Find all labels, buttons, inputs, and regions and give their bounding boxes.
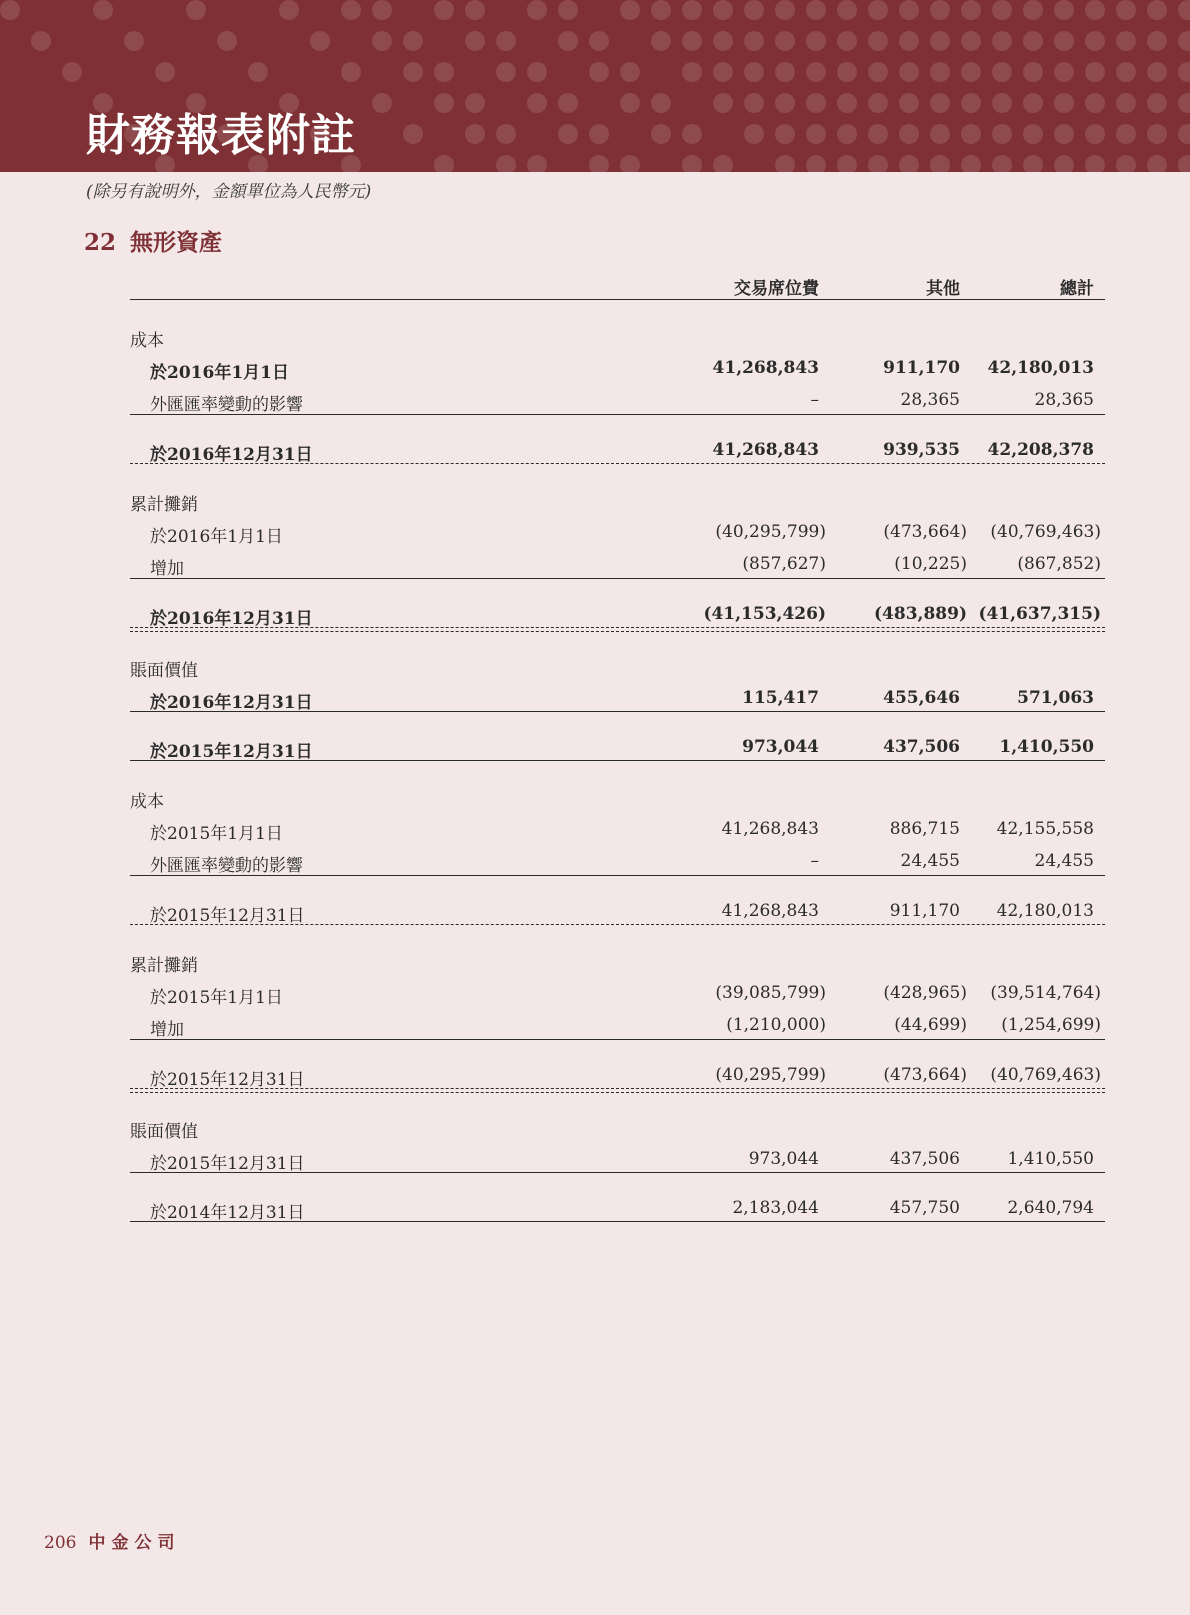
decorative-dot [434, 0, 454, 20]
decorative-dot [620, 93, 640, 113]
decorative-dot [310, 31, 330, 51]
decorative-dot [713, 155, 733, 172]
decorative-dot [589, 124, 609, 144]
cell-value: 437,506 [889, 1149, 960, 1169]
decorative-dot [1023, 31, 1043, 51]
cell-value: – [810, 390, 819, 410]
section-title: 無形資產 [130, 229, 223, 256]
table-row [130, 598, 1105, 630]
group-label: 累計攤銷 [130, 956, 198, 976]
decorative-dot [558, 0, 578, 20]
decorative-dot [961, 124, 981, 144]
currency-note: (除另有說明外，金額單位為人民幣元) [86, 182, 372, 202]
decorative-dot [961, 31, 981, 51]
cell-value: 455,646 [883, 688, 960, 708]
section-dashed-rule [130, 1092, 1105, 1093]
decorative-dot [465, 31, 485, 51]
cell-value: – [810, 851, 819, 871]
decorative-dot [899, 62, 919, 82]
decorative-dot [713, 93, 733, 113]
table-row [130, 352, 1105, 384]
decorative-dot [868, 31, 888, 51]
decorative-dot [1023, 124, 1043, 144]
table-row [130, 650, 1105, 682]
decorative-dot [899, 124, 919, 144]
decorative-dot [899, 0, 919, 20]
decorative-dot [992, 124, 1012, 144]
column-header-total: 總計 [1060, 279, 1094, 299]
decorative-dot [775, 31, 795, 51]
table-row [130, 945, 1105, 977]
decorative-dot [31, 31, 51, 51]
decorative-dot [496, 124, 516, 144]
row-label: 於2016年12月31日 [150, 609, 313, 629]
decorative-dot [496, 155, 516, 172]
decorative-dot [62, 62, 82, 82]
subtotal-rule [130, 414, 1105, 415]
decorative-dot [1085, 0, 1105, 20]
decorative-dot [868, 155, 888, 172]
decorative-dot [992, 31, 1012, 51]
decorative-dot [496, 31, 516, 51]
decorative-dot [155, 62, 175, 82]
group-label: 賬面價值 [130, 661, 198, 681]
decorative-dot [465, 0, 485, 20]
company-name: 中金公司 [88, 1533, 181, 1553]
total-rule [130, 711, 1105, 712]
table-row [130, 1009, 1105, 1041]
cell-value: 41,268,843 [721, 901, 819, 921]
row-label: 於2015年1月1日 [150, 988, 283, 1008]
decorative-dot [806, 0, 826, 20]
table-row [130, 1143, 1105, 1175]
decorative-dot [744, 31, 764, 51]
subtotal-rule [130, 875, 1105, 876]
decorative-dot [1023, 155, 1043, 172]
decorative-dot [1178, 155, 1190, 172]
decorative-dot [775, 0, 795, 20]
table-row [130, 434, 1105, 466]
decorative-dot [589, 155, 609, 172]
cell-value: 1,410,550 [999, 737, 1094, 757]
cell-value: 973,044 [742, 737, 819, 757]
decorative-dot [1085, 31, 1105, 51]
decorative-dot [837, 124, 857, 144]
decorative-dot [806, 93, 826, 113]
cell-value: (857,627) [742, 554, 826, 574]
table-row [130, 1111, 1105, 1143]
row-label: 於2016年12月31日 [150, 693, 313, 713]
decorative-dot [1054, 31, 1074, 51]
table-row [130, 977, 1105, 1009]
decorative-dot [1116, 155, 1136, 172]
decorative-dot [1147, 62, 1167, 82]
decorative-dot [837, 31, 857, 51]
decorative-dot [992, 155, 1012, 172]
section-dashed-rule [130, 631, 1105, 632]
row-label: 於2015年12月31日 [150, 1070, 305, 1090]
decorative-dot [1147, 124, 1167, 144]
decorative-dot [1147, 155, 1167, 172]
decorative-dot [992, 62, 1012, 82]
decorative-dot [1178, 62, 1190, 82]
decorative-dot [775, 155, 795, 172]
decorative-dot [713, 62, 733, 82]
cell-value: (10,225) [894, 554, 967, 574]
cell-value: 2,183,044 [732, 1198, 819, 1218]
decorative-dot [527, 155, 547, 172]
subtotal-rule [130, 1039, 1105, 1040]
decorative-dot [496, 62, 516, 82]
table-row [130, 1192, 1105, 1224]
cell-value: (40,769,463) [990, 522, 1101, 542]
decorative-dot [744, 124, 764, 144]
cell-value: (40,769,463) [990, 1065, 1101, 1085]
decorative-dot [775, 93, 795, 113]
cell-value: (867,852) [1017, 554, 1101, 574]
decorative-dot [1023, 93, 1043, 113]
row-label: 於2016年1月1日 [150, 527, 283, 547]
decorative-dot [930, 62, 950, 82]
column-header-other: 其他 [926, 279, 960, 299]
decorative-dot [806, 62, 826, 82]
decorative-dot [713, 0, 733, 20]
decorative-dot [1116, 62, 1136, 82]
decorative-dot [341, 62, 361, 82]
decorative-dot [620, 155, 640, 172]
table-row [130, 731, 1105, 763]
decorative-dot [806, 155, 826, 172]
decorative-dot [682, 124, 702, 144]
cell-value: 41,268,843 [721, 819, 819, 839]
row-label: 外匯匯率變動的影響 [150, 856, 303, 876]
cell-value: (473,664) [883, 1065, 967, 1085]
decorative-dot [775, 124, 795, 144]
cell-value: 41,268,843 [712, 440, 819, 460]
decorative-dot [1054, 62, 1074, 82]
decorative-dot [651, 124, 671, 144]
cell-value: (40,295,799) [715, 1065, 826, 1085]
decorative-dot [93, 0, 113, 20]
group-label: 成本 [130, 792, 164, 812]
table-row [130, 320, 1105, 352]
decorative-dot [868, 124, 888, 144]
decorative-dot [434, 62, 454, 82]
decorative-dot [868, 62, 888, 82]
section-dashed-rule [130, 627, 1105, 628]
section-number: 22 [84, 229, 117, 256]
decorative-dot [1178, 31, 1190, 51]
cell-value: 24,455 [900, 851, 960, 871]
decorative-dot [682, 62, 702, 82]
decorative-dot [806, 31, 826, 51]
decorative-dot [1054, 0, 1074, 20]
cell-value: 41,268,843 [712, 358, 819, 378]
cell-value: 911,170 [883, 358, 960, 378]
decorative-dot [1147, 93, 1167, 113]
decorative-dot [837, 62, 857, 82]
decorative-dot [620, 0, 640, 20]
cell-value: 24,455 [1034, 851, 1094, 871]
section-dashed-rule [130, 1088, 1105, 1089]
header-rule [130, 299, 1105, 300]
decorative-dot [899, 31, 919, 51]
decorative-dot [744, 93, 764, 113]
page-number: 206 [44, 1533, 77, 1553]
table-row [130, 484, 1105, 516]
decorative-dot [930, 0, 950, 20]
decorative-dot [775, 62, 795, 82]
decorative-dot [837, 0, 857, 20]
decorative-dot [806, 124, 826, 144]
decorative-dot [837, 155, 857, 172]
decorative-dot [992, 93, 1012, 113]
table-row [130, 384, 1105, 416]
decorative-dot [651, 93, 671, 113]
decorative-dot [930, 155, 950, 172]
table-row [130, 845, 1105, 877]
decorative-dot [930, 93, 950, 113]
decorative-dot [527, 62, 547, 82]
cell-value: (44,699) [894, 1015, 967, 1035]
row-label: 於2015年12月31日 [150, 906, 305, 926]
decorative-dot [651, 31, 671, 51]
total-rule [130, 1172, 1105, 1173]
total-rule [130, 760, 1105, 761]
cell-value: (39,514,764) [990, 983, 1101, 1003]
decorative-dot [651, 0, 671, 20]
decorative-dot [217, 31, 237, 51]
subtotal-rule [130, 578, 1105, 579]
decorative-dot [558, 124, 578, 144]
cell-value: (41,637,315) [978, 604, 1101, 624]
cell-value: 973,044 [748, 1149, 819, 1169]
decorative-dot [186, 0, 206, 20]
decorative-dot [1085, 62, 1105, 82]
decorative-dot [403, 124, 423, 144]
decorative-dot [620, 62, 640, 82]
table-row [130, 895, 1105, 927]
page-title: 財務報表附註 [86, 110, 356, 161]
cell-value: 886,715 [889, 819, 960, 839]
decorative-dot [465, 124, 485, 144]
table-row [130, 682, 1105, 714]
row-label: 增加 [150, 1020, 184, 1040]
cell-value: (39,085,799) [715, 983, 826, 1003]
decorative-dot [1178, 0, 1190, 20]
cell-value: (41,153,426) [703, 604, 826, 624]
cell-value: (428,965) [883, 983, 967, 1003]
decorative-dot [744, 62, 764, 82]
decorative-dot [558, 31, 578, 51]
decorative-dot [403, 31, 423, 51]
decorative-dot [682, 31, 702, 51]
decorative-dot [1147, 31, 1167, 51]
decorative-dot [372, 31, 392, 51]
row-label: 於2016年12月31日 [150, 445, 313, 465]
decorative-dot [961, 62, 981, 82]
section-heading [84, 224, 222, 257]
decorative-dot [930, 124, 950, 144]
cell-value: (473,664) [883, 522, 967, 542]
decorative-dot [372, 93, 392, 113]
row-label: 增加 [150, 559, 184, 579]
decorative-dot [1085, 93, 1105, 113]
decorative-dot [1147, 0, 1167, 20]
row-label: 於2015年12月31日 [150, 742, 313, 762]
decorative-dot [682, 155, 702, 172]
row-label: 於2014年12月31日 [150, 1203, 305, 1223]
section-dashed-rule [130, 463, 1105, 464]
cell-value: (40,295,799) [715, 522, 826, 542]
cell-value: (1,254,699) [1001, 1015, 1101, 1035]
decorative-dot [1116, 124, 1136, 144]
cell-value: 115,417 [742, 688, 819, 708]
decorative-dot [930, 31, 950, 51]
decorative-dot [868, 0, 888, 20]
cell-value: 42,155,558 [996, 819, 1094, 839]
cell-value: 1,410,550 [1007, 1149, 1094, 1169]
table-row [130, 1059, 1105, 1091]
row-label: 外匯匯率變動的影響 [150, 395, 303, 415]
cell-value: 42,180,013 [996, 901, 1094, 921]
row-label: 於2016年1月1日 [150, 363, 289, 383]
cell-value: 2,640,794 [1007, 1198, 1094, 1218]
decorative-dot [403, 62, 423, 82]
table-row [130, 548, 1105, 580]
decorative-dot [744, 0, 764, 20]
decorative-dot [1054, 93, 1074, 113]
decorative-dot [1054, 155, 1074, 172]
cell-value: 42,208,378 [987, 440, 1094, 460]
group-label: 成本 [130, 331, 164, 351]
decorative-dot [992, 0, 1012, 20]
cell-value: 28,365 [1034, 390, 1094, 410]
decorative-dot [434, 93, 454, 113]
section-dashed-rule [130, 924, 1105, 925]
cell-value: (483,889) [874, 604, 967, 624]
decorative-dot [837, 93, 857, 113]
decorative-dot [589, 62, 609, 82]
column-header-trading-seat: 交易席位費 [734, 279, 819, 299]
decorative-dot [682, 0, 702, 20]
decorative-dot [248, 62, 268, 82]
table-row [130, 516, 1105, 548]
cell-value: 42,180,013 [987, 358, 1094, 378]
cell-value: 571,063 [1017, 688, 1094, 708]
decorative-dot [1023, 0, 1043, 20]
decorative-dot [1085, 124, 1105, 144]
decorative-dot [527, 0, 547, 20]
table-row [130, 813, 1105, 845]
decorative-dot [961, 155, 981, 172]
decorative-dot [1054, 124, 1074, 144]
decorative-dot [713, 31, 733, 51]
decorative-dot [558, 93, 578, 113]
group-label: 累計攤銷 [130, 495, 198, 515]
decorative-dot [1116, 0, 1136, 20]
decorative-dot [961, 93, 981, 113]
cell-value: 911,170 [889, 901, 960, 921]
page-footer [44, 1528, 180, 1553]
decorative-dot [465, 93, 485, 113]
table-header-row [130, 268, 1105, 300]
decorative-dot [899, 93, 919, 113]
decorative-dot [868, 93, 888, 113]
row-label: 於2015年1月1日 [150, 824, 283, 844]
decorative-dot [0, 0, 20, 20]
decorative-dot [1116, 93, 1136, 113]
decorative-dot [124, 31, 144, 51]
header-banner [0, 0, 1190, 172]
decorative-dot [1178, 93, 1190, 113]
decorative-dot [961, 0, 981, 20]
cell-value: 28,365 [900, 390, 960, 410]
decorative-dot [434, 155, 454, 172]
cell-value: 939,535 [883, 440, 960, 460]
decorative-dot [1023, 62, 1043, 82]
decorative-dot [1085, 155, 1105, 172]
decorative-dot [341, 0, 361, 20]
group-label: 賬面價值 [130, 1122, 198, 1142]
decorative-dot [372, 0, 392, 20]
cell-value: (1,210,000) [726, 1015, 826, 1035]
decorative-dot [899, 155, 919, 172]
decorative-dot [279, 0, 299, 20]
row-label: 於2015年12月31日 [150, 1154, 305, 1174]
cell-value: 437,506 [883, 737, 960, 757]
decorative-dot [527, 93, 547, 113]
decorative-dot [589, 31, 609, 51]
table-row [130, 781, 1105, 813]
cell-value: 457,750 [889, 1198, 960, 1218]
decorative-dot [1116, 31, 1136, 51]
decorative-dot [1178, 124, 1190, 144]
total-rule [130, 1221, 1105, 1222]
